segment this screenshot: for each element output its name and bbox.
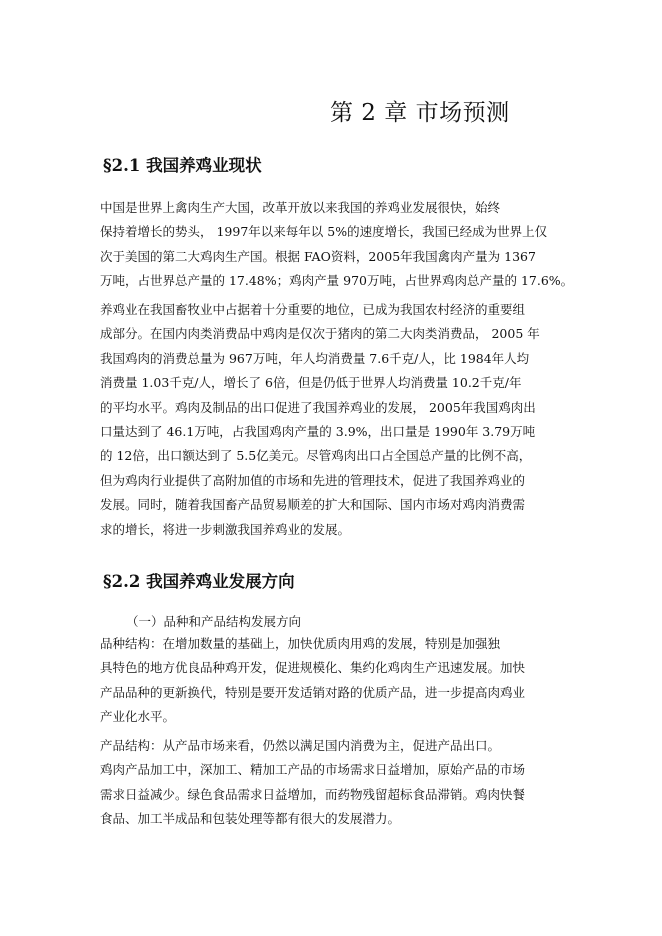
text-line: 保持着增长的势头， 1997年以来每年以 5%的速度增长，我国已经成为世界上仅 xyxy=(100,224,548,240)
text-line: 但为鸡肉行业提供了高附加值的市场和先进的管理技术，促进了我国养鸡业的 xyxy=(100,472,526,488)
text-line: 中国是世界上禽肉生产大国，改革开放以来我国的养鸡业发展很快，始终 xyxy=(100,200,501,215)
text-line: 产品结构：从产品市场来看，仍然以满足国内消费为主，促进产品出口。 xyxy=(100,738,501,753)
text-line: 口量达到了 46.1万吨，占我国鸡肉产量的 3.9%，出口量是 1990年 3.79万吨 xyxy=(100,423,536,439)
text-line: 需求日益减少。绿色食品需求日益增加，而药物残留超标食品滞销。鸡肉快餐 xyxy=(100,786,526,802)
text-line: 具特色的地方优良品种鸡开发，促进规模化、集约化鸡肉生产迅速发展。加快 xyxy=(100,660,526,676)
section-heading-2-1: §2.1 我国养鸡业现状 xyxy=(103,156,262,175)
section-2-2-paragraph-2 xyxy=(100,734,525,832)
text-line: 求的增长，将进一步刺激我国养鸡业的发展。 xyxy=(100,521,351,537)
text-line: 产业化水平。 xyxy=(100,709,176,725)
text-line: 消费量 1.03千克/人，增长了 6倍，但是仍低于世界人均消费量 10.2千克/年 xyxy=(100,375,522,391)
text-line: 成部分。在国内肉类消费品中鸡肉是仅次于猪肉的第二大肉类消费品， 2005 年 xyxy=(100,326,540,342)
section-2-2-paragraph-1 xyxy=(100,632,525,730)
section-heading-2-2: §2.2 我国养鸡业发展方向 xyxy=(103,572,295,591)
section-2-1-paragraph-1 xyxy=(100,196,573,294)
section-2-1-paragraph-2 xyxy=(100,298,540,542)
text-line: 我国鸡肉的消费总量为 967万吨，年人均消费量 7.6千克/人，比 1984年人均 xyxy=(100,350,530,366)
text-line: 发展。同时，随着我国畜产品贸易顺差的扩大和国际、国内市场对鸡肉消费需 xyxy=(100,497,526,513)
chapter-title: 第 2 章 市场预测 xyxy=(330,100,510,126)
subsection-heading: （一）品种和产品结构发展方向 xyxy=(126,614,302,629)
text-line: 食品、加工半成品和包装处理等都有很大的发展潜力。 xyxy=(100,811,401,827)
text-line: 次于美国的第二大鸡肉生产国。根据 FAO资料，2005年我国禽肉产量为 1367 xyxy=(100,248,536,264)
text-line: 养鸡业在我国畜牧业中占据着十分重要的地位，已成为我国农村经济的重要组 xyxy=(100,302,526,317)
text-line: 品种结构：在增加数量的基础上，加快优质肉用鸡的发展，特别是加强独 xyxy=(100,636,501,651)
text-line: 鸡肉产品加工中，深加工、精加工产品的市场需求日益增加，原始产品的市场 xyxy=(100,762,526,778)
text-line: 万吨，占世界总产量的 17.48%；鸡肉产量 970万吨，占世界鸡肉总产量的 17.6%。 xyxy=(100,273,574,289)
text-line: 的 12倍，出口额达到了 5.5亿美元。尽管鸡肉出口占全国总产量的比例不高， xyxy=(100,448,532,464)
text-line: 产品品种的更新换代，特别是要开发适销对路的优质产品，进一步提高肉鸡业 xyxy=(100,684,526,700)
text-line: 的平均水平。鸡肉及制品的出口促进了我国养鸡业的发展， 2005年我国鸡肉出 xyxy=(100,399,536,415)
